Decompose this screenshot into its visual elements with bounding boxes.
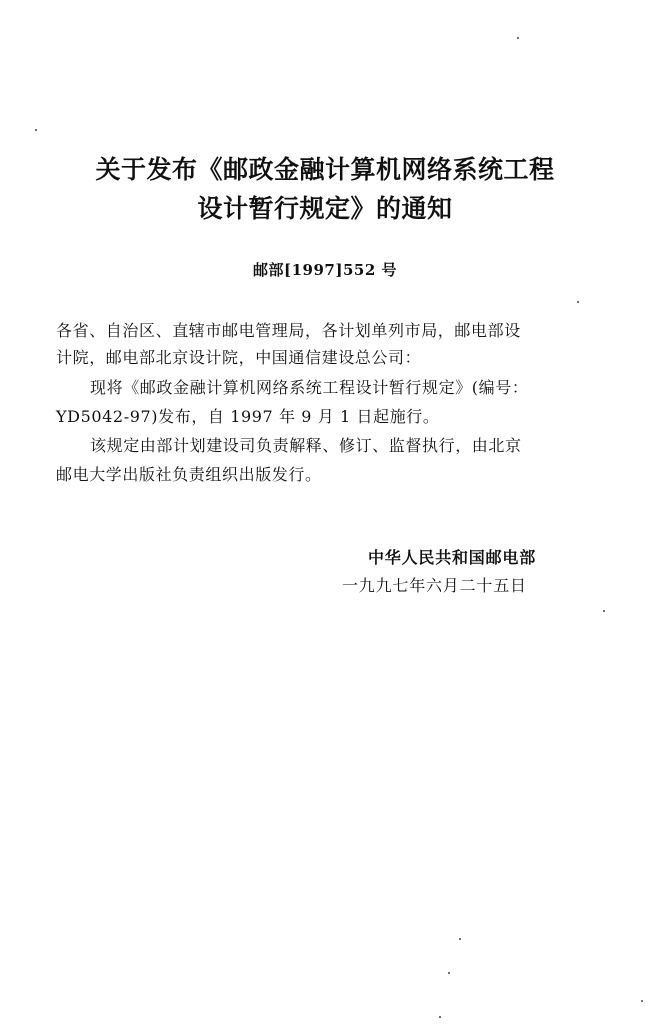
document-number: 邮部[1997]552 号	[253, 261, 397, 279]
addressees-line-1: 各省、自治区、直辖市邮电管理局，各计划单列市局，邮电部设	[56, 321, 521, 340]
scan-speck	[517, 37, 519, 39]
paragraph-1-line-2: YD5042-97)发布，自 1997 年 9 月 1 日起施行。	[56, 407, 440, 426]
paragraph-2-line-2: 邮电大学出版社负责组织出版发行。	[56, 465, 322, 484]
scan-speck	[641, 1000, 643, 1002]
scan-speck	[603, 610, 605, 612]
scan-speck	[35, 129, 37, 131]
scan-speck	[439, 1016, 441, 1018]
notice-title-line-1: 关于发布《邮政金融计算机网络系统工程	[95, 155, 555, 184]
scan-speck	[448, 972, 450, 974]
paragraph-2-line-1: 该规定由部计划建设司负责解释、修订、监督执行，由北京	[90, 436, 522, 455]
addressees-line-2: 计院，邮电部北京设计院，中国通信建设总公司：	[56, 348, 422, 367]
paragraph-1-line-1: 现将《邮政金融计算机网络系统工程设计暂行规定》(编号：	[90, 378, 529, 397]
scan-speck	[577, 301, 579, 303]
scan-speck	[459, 938, 461, 940]
notice-title-line-2: 设计暂行规定》的通知	[197, 194, 453, 223]
issuer-signature: 中华人民共和国邮电部	[368, 548, 537, 567]
issue-date: 一九九七年六月二十五日	[342, 576, 527, 595]
